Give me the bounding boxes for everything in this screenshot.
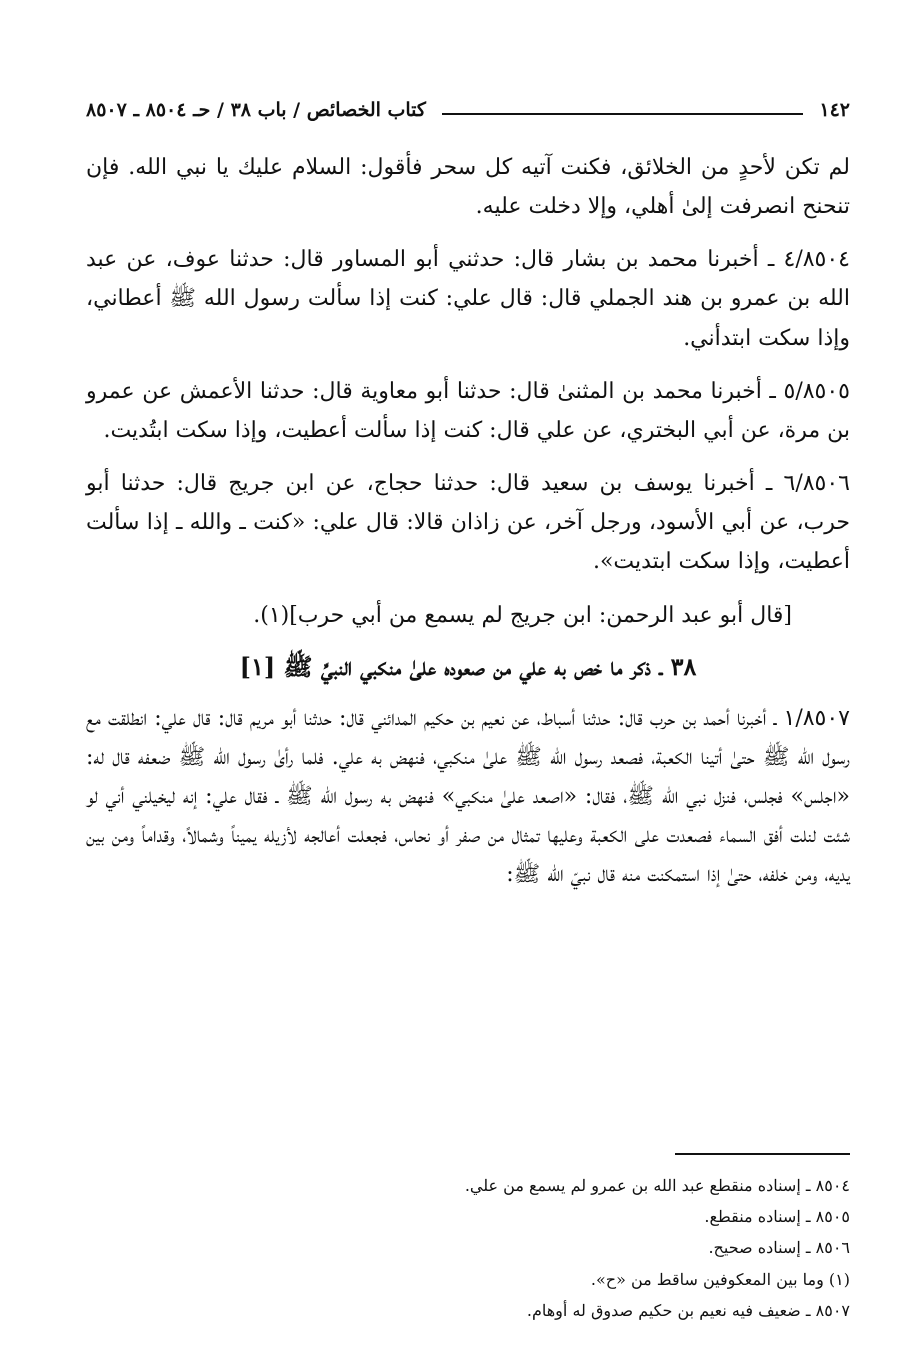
page-body	[86, 148, 850, 895]
footnote-divider	[675, 1153, 850, 1155]
hadith-8506: ٦/٨٥٠٦ ـ أخبرنا يوسف بن سعيد قال: حدثنا حجاج، عن ابن جريج قال: حدثنا أبو حرب، عن أبي الأسود، ورجل آخر، عن زاذان قالا: قال علي: «كنت ـ والله ـ إذا سألت أعطيت، وإذا سكت ابتديت».	[86, 471, 850, 575]
page-number: ١٤٢	[819, 99, 850, 121]
paragraph-continuation: لم تكن لأحدٍ من الخلائق، فكنت آتيه كل سحر فأقول: السلام عليك يا نبي الله. فإن تنحنح انصرفت إلىٰ أهلي، وإلا دخلت عليه.	[86, 155, 850, 220]
section-title: ٣٨ ـ ذكر ما خص به علي من صعوده علىٰ منكبي النبيِّ ﷺ [١]	[239, 651, 697, 681]
book-page	[86, 90, 850, 1345]
running-title: كتاب الخصائص / باب ٣٨ / حـ ٨٥٠٤ ـ ٨٥٠٧	[86, 99, 426, 121]
footnote-8504: ٨٥٠٤ ـ إسناده منقطع عبد الله بن عمرو لم يسمع من علي.	[464, 1176, 850, 1195]
header-rule	[442, 113, 803, 115]
hadith-8507: ١/٨٥٠٧ ـ أخبرنا أحمد بن حرب قال: حدثنا أسباط، عن نعيم بن حكيم المدائني قال: حدثنا أبو مريم قال: قال علي: انطلقت مع رسول الله ﷺ حتىٰ أتينا الكعبة، فصعد رسول الله ﷺ علىٰ منكبي، فنهض به علي. فلما رأىٰ رسول الله ﷺ ضعفه قال له: «اجلس» فجلس، فنزل نبي الله ﷺ، فقال: «اصعد علىٰ منكبي» فنهض به رسول الله ﷺ ـ فقال علي: إنه ليخيلني أني لو شئت لنلت أفق السماء فصعدت على الكعبة وعليها تمثال من صفر أو نحاس، فجعلت أعالجه لأزيله يميناً وشمالاً، وقداماً ومن بين يديه، ومن خلفه، حتىٰ إذا استمكنت منه قال نبيّ الله ﷺ:	[86, 705, 850, 888]
footnote-1: (١) وما بين المعكوفين ساقط من «ح».	[590, 1269, 850, 1289]
footnote-8505: ٨٥٠٥ ـ إسناده منقطع.	[704, 1207, 850, 1227]
hadith-8504: ٤/٨٥٠٤ ـ أخبرنا محمد بن بشار قال: حدثني أبو المساور قال: حدثنا عوف، عن عبد الله بن عمرو بن هند الجملي قال: قال علي: كنت إذا سألت رسول الله ﷺ أعطاني، وإذا سكت ابتدأني.	[86, 247, 850, 351]
page-header	[86, 90, 850, 130]
footnotes	[86, 1170, 850, 1326]
editor-note: [قال أبو عبد الرحمن: ابن جريج لم يسمع من أبي حرب](١).	[253, 602, 792, 628]
hadith-8505: ٥/٨٥٠٥ ـ أخبرنا محمد بن المثنىٰ قال: حدثنا أبو معاوية قال: حدثنا الأعمش عن عمرو بن مرة، عن أبي البختري، عن علي قال: كنت إذا سألت أعطيت، وإذا سكت ابتُديت.	[86, 378, 850, 443]
footnote-8507: ٨٥٠٧ ـ ضعيف فيه نعيم بن حكيم صدوق له أوهام.	[526, 1300, 850, 1320]
footnote-8506: ٨٥٠٦ ـ إسناده صحيح.	[708, 1238, 850, 1258]
